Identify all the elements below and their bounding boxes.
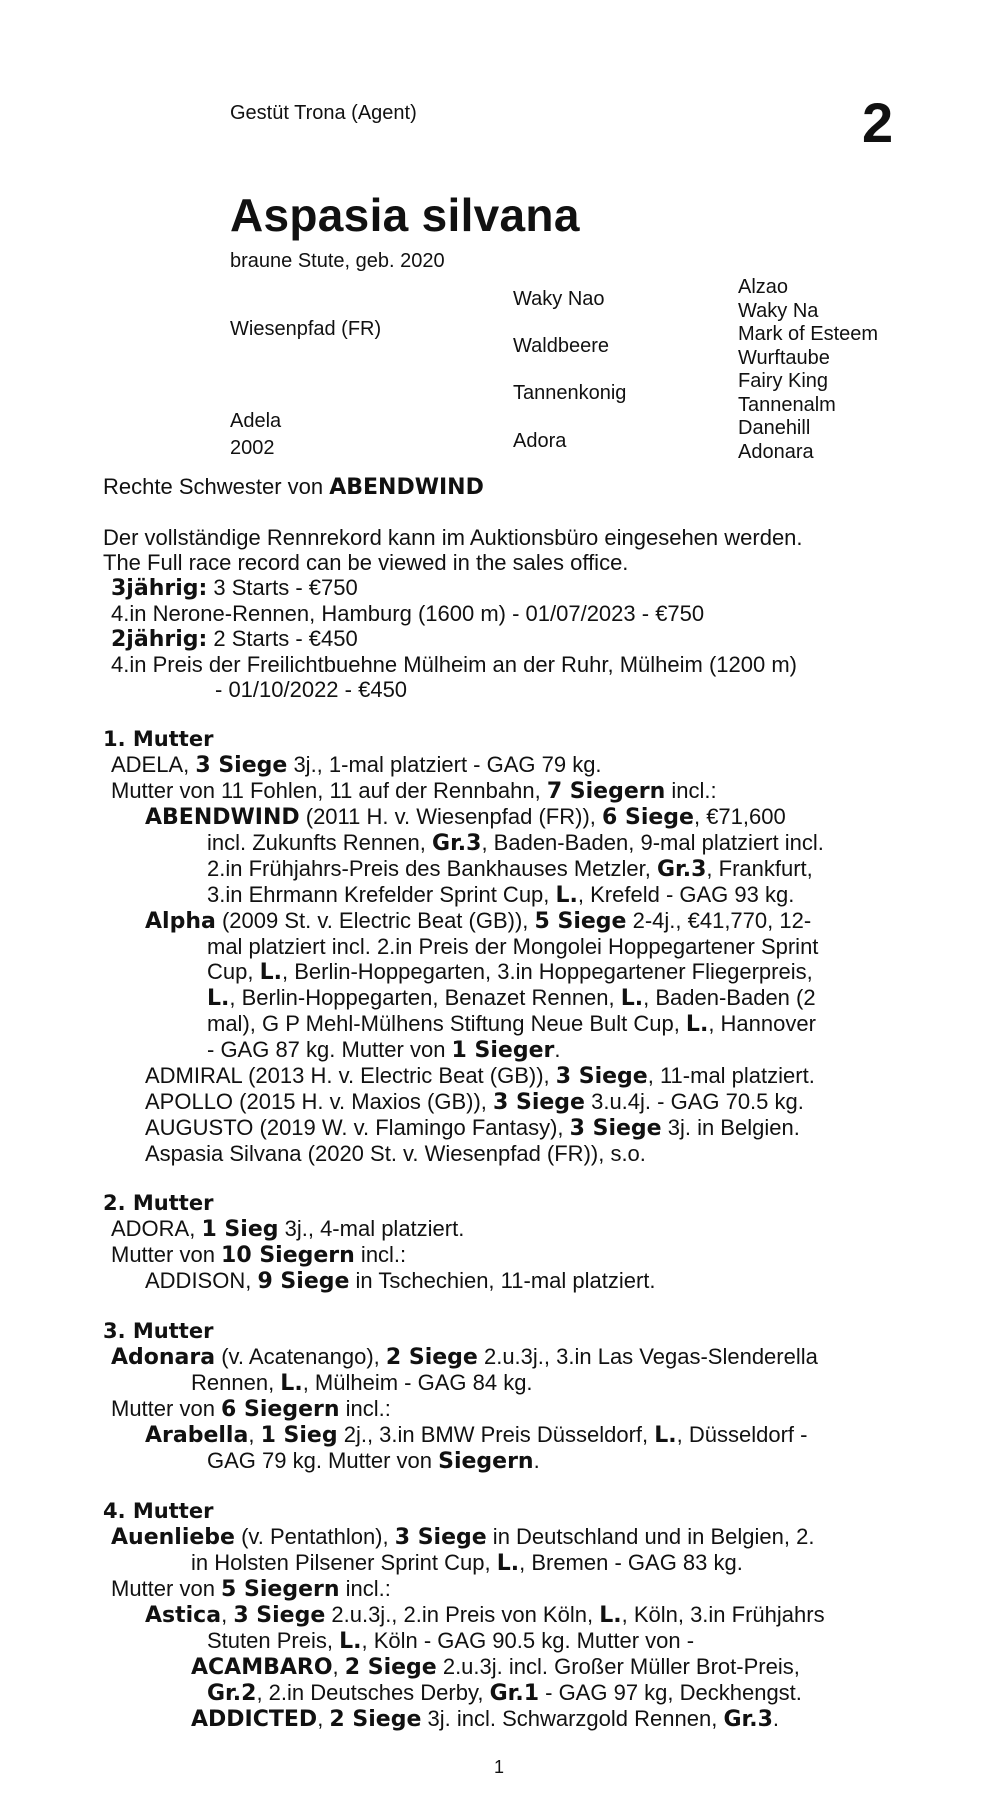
section-heading-2: 2. Mutter [103,1191,214,1215]
dam-auenliebe: Auenliebe (v. Pentathlon), 3 Siege in Deutschland und in Belgien, 2. [111,1524,815,1550]
page-number: 1 [494,1757,505,1777]
dam-adonara-foals: Mutter von 6 Siegern incl.: [111,1396,391,1422]
progeny-abendwind: ABENDWIND (2011 H. v. Wiesenpfad (FR)), 6 Siege, €71,600 [145,804,786,830]
pedigree-g6: Tannenalm [738,394,836,416]
pedigree-sire: Wiesenpfad (FR) [230,318,382,340]
progeny-astica: Astica, 3 Siege 2.u.3j., 2.in Preis von Köln, L., Köln, 3.in Frühjahrs [145,1602,825,1628]
record-note-en: The Full race record can be viewed in the sales office. [103,550,629,575]
pedigree-dam-sire: Tannenkonig [513,382,627,404]
age2-detail-cont: - 01/10/2022 - €450 [215,677,408,702]
record-note-de: Der vollständige Rennrekord kann im Auktionsbüro eingesehen werden. [103,525,803,550]
pedigree-g7: Danehill [738,417,811,439]
dam-adonara: Adonara (v. Acatenango), 2 Siege 2.u.3j., 3.in Las Vegas-Slenderella [111,1344,818,1370]
pedigree-dam-dam: Adora [513,430,567,452]
section-heading-1: 1. Mutter [103,727,214,751]
section-heading-4: 4. Mutter [103,1499,214,1523]
progeny-arabella: Arabella, 1 Sieg 2j., 3.in BMW Preis Düsseldorf, L., Düsseldorf - [145,1422,808,1448]
pedigree-g5: Fairy King [738,370,829,392]
progeny-augusto: AUGUSTO (2019 W. v. Flamingo Fantasy), 3 Siege 3j. in Belgien. [145,1115,800,1141]
lot-number: 2 [862,91,894,154]
pedigree-g8: Adonara [738,441,814,463]
consignor: Gestüt Trona (Agent) [230,102,417,124]
section-heading-3: 3. Mutter [103,1319,214,1343]
pedigree-g4: Wurftaube [738,347,830,369]
pedigree-sire-sire: Waky Nao [513,288,605,310]
horse-description: braune Stute, geb. 2020 [230,250,445,272]
progeny-apollo: APOLLO (2015 H. v. Maxios (GB)), 3 Siege 3.u.4j. - GAG 70.5 kg. [145,1089,804,1115]
pedigree-g1: Alzao [738,276,789,298]
pedigree-g2: Waky Na [738,300,819,322]
progeny-addison: ADDISON, 9 Siege in Tschechien, 11-mal platziert. [145,1268,656,1294]
pedigree-dam: Adela [230,410,282,432]
age3-summary: 3jährig: 3 Starts - €750 [111,575,358,601]
progeny-acambaro: ACAMBARO, 2 Siege 2.u.3j. incl. Großer Müller Brot-Preis, [191,1654,800,1680]
dam-adora-foals: Mutter von 10 Siegern incl.: [111,1242,407,1268]
age3-detail: 4.in Nerone-Rennen, Hamburg (1600 m) - 01/07/2023 - €750 [111,601,705,626]
pedigree-dam-year: 2002 [230,437,275,459]
dam-adela: ADELA, 3 Siege 3j., 1-mal platziert - GAG 79 kg. [111,752,602,778]
age2-summary: 2jährig: 2 Starts - €450 [111,626,358,652]
catalogue-body: Rechte Schwester von ABENDWIND Der vollständige Rennrekord kann im Auktionsbüro eingesehen werden. The Full race record can be viewed in the sales office. 3jährig: 3 Starts - €750 4.in Nerone-Rennen, Hamburg (1600 m) - 01/07/2023 - €750 2jährig: 2 Starts - €450 4.in Preis der Freilichtbuehne Mülheim an der Ruhr, Mülheim (1200 m) - 01/10/2022 - €450 1. Mutter ADELA, 3 Siege 3j., 1-mal platziert - GAG 79 kg. Mutter von 11 Fohlen, 11 auf der Rennbahn, 7 Siegern incl.: ABENDWIND (2011 H. v. Wiesenpfad (FR)), 6 Siege, €71,600 incl. Zukunfts Rennen, Gr.3, Baden-Baden, 9-mal platziert incl. 2.in Frühjahrs-Preis des Bankhauses Metzler, Gr.3, Frankfurt, 3.in Ehrmann Krefelder Sprint Cup, L., Krefeld - GAG 93 kg. Alpha (2009 St. v. Electric Beat (GB)), 5 Siege 2-4j., €41,770, 12- mal platziert incl. 2.in Preis der Mongolei Hoppegartener Sprint Cup, L., Berlin-Hoppegarten, 3.in Hoppegartener Fliegerpreis, L., Berlin-Hoppegarten, Benazet Rennen, L., Baden-Baden (2 mal), G P Mehl-Mülhens Stiftung Neue Bult Cup, L., Hannover - GAG 87 kg. Mutter von 1 Sieger. ADMIRAL (2013 H. v. Electric Beat (GB)), 3 Siege, 11-mal platziert. APOLLO (2015 H. v. Maxios (GB)), 3 Siege 3.u.4j. - GAG 70.5 kg. AUGUSTO (2019 W. v. Flamingo Fantasy), 3 Siege 3j. in Belgien. Aspasia Silvana (2020 St. v. Wiesenpfad (FR)), s.o. 2. Mutter ADORA, 1 Sieg 3j., 4-mal platziert. Mutter von 10 Siegern incl.: ADDISON, 9 Siege in Tschechien, 11-mal platziert. 3. Mutter Adonara (v. Acatenango), 2 Siege 2.u.3j., 3.in Las Vegas-Slenderella Rennen, L., Mülheim - GAG 84 kg. Mutter von 6 Siegern incl.: Arabella, 1 Sieg 2j., 3.in BMW Preis Düsseldorf, L., Düsseldorf - GAG 79 kg. Mutter von Siegern. 4. Mutter Auenliebe (v. Pentathlon), 3 Siege in Deutschland und in Belgien, 2. in Holsten Pilsener Sprint Cup, L., Bremen - GAG 83 kg. Mutter von 5 Siegern incl.: Astica, 3 Siege 2.u.3j., 2.in Preis von Köln, L., Köln, 3.in Frühjahrs Stuten Preis, L., Köln - GAG 90.5 kg. Mutter von - ACAMBARO, 2 Siege 2.u.3j. incl. Großer Müller Brot-Preis, Gr.2, 2.in Deutsches Derby, Gr.1 - GAG 97 kg, Deckhengst. ADDICTED, 2 Siege 3j. incl. Schwarzgold Rennen, Gr.3. [103,474,903,1732]
pedigree-sire-dam: Waldbeere [513,335,609,357]
progeny-admiral: ADMIRAL (2013 H. v. Electric Beat (GB)), 3 Siege, 11-mal platziert. [145,1063,815,1089]
sibling-name: ABENDWIND [329,475,484,500]
age2-detail: 4.in Preis der Freilichtbuehne Mülheim an der Ruhr, Mülheim (1200 m) [111,652,797,677]
sibling-line: Rechte Schwester von ABENDWIND [103,474,484,500]
dam-adora: ADORA, 1 Sieg 3j., 4-mal platziert. [111,1216,465,1242]
pedigree-g3: Mark of Esteem [738,323,879,345]
progeny-addicted: ADDICTED, 2 Siege 3j. incl. Schwarzgold Rennen, Gr.3. [191,1706,779,1732]
dam-adela-foals: Mutter von 11 Fohlen, 11 auf der Rennbahn, 7 Siegern incl.: [111,778,717,804]
progeny-alpha: Alpha (2009 St. v. Electric Beat (GB)), 5 Siege 2-4j., €41,770, 12- [145,908,812,934]
horse-name: Aspasia silvana [230,189,580,241]
dam-auenliebe-foals: Mutter von 5 Siegern incl.: [111,1576,391,1602]
progeny-aspasia: Aspasia Silvana (2020 St. v. Wiesenpfad (FR)), s.o. [145,1141,646,1166]
